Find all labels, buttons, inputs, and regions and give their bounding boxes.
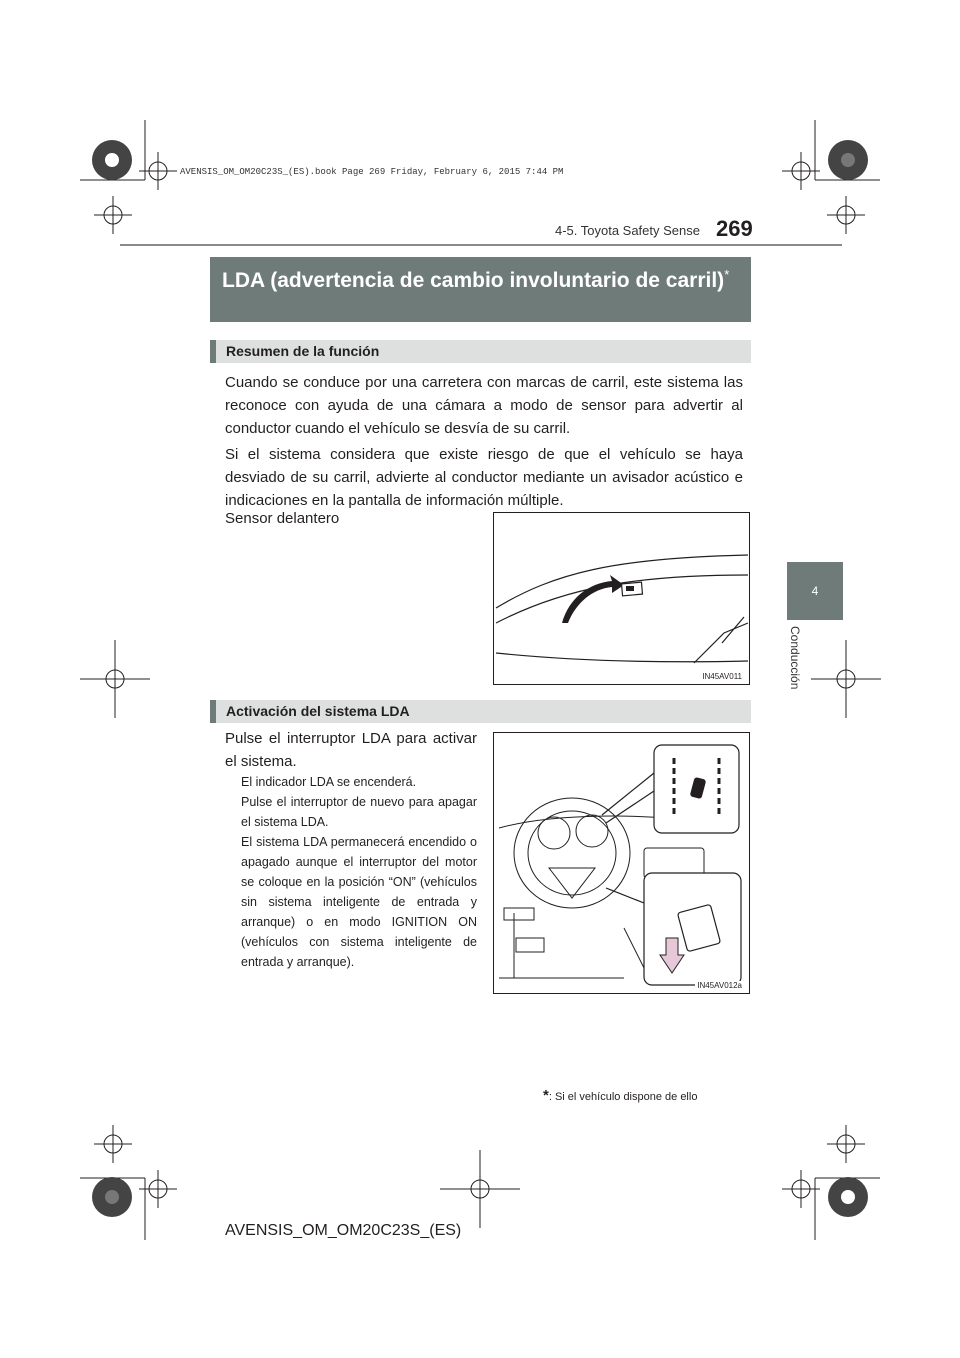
section-title: 4-5. Toyota Safety Sense	[554, 223, 700, 238]
dashboard-illustration	[494, 733, 749, 993]
header-rule	[120, 244, 842, 246]
chapter-number: 4	[811, 584, 819, 598]
page-title-text: LDA (advertencia de cambio involuntario de carril)	[222, 269, 725, 292]
figure-code-2: IN45AV012a	[697, 981, 742, 990]
footnote-symbol: *	[543, 1087, 549, 1104]
activation-note-1: El indicador LDA se encenderá.	[241, 775, 417, 789]
activation-note-3: El sistema LDA permanecerá encendido o apagado aunque el interruptor del motor se coloque en la posición “ON” (vehículos sin sistema inteligente de entrada y arranque) o en modo IGNITION ON (vehículos con sistema inteligente de entrada y arranque).	[241, 835, 477, 969]
page-number: 269	[716, 216, 753, 241]
summary-paragraph-1: Cuando se conduce por una carretera con marcas de carril, este sistema las reconoce con ayuda de una cámara a modo de sensor para advertir al conductor cuando el vehículo se desvía de su carril.	[225, 374, 743, 437]
footnote-text: : Si el vehículo dispone de ello	[548, 1091, 698, 1103]
chapter-label: Conducción	[788, 626, 802, 690]
figure-caption-sensor: Sensor delantero	[225, 510, 340, 527]
subheading-summary: Resumen de la función	[210, 340, 751, 363]
chapter-tab[interactable]	[787, 562, 843, 620]
footer-doc-id: AVENSIS_OM_OM20C23S_(ES)	[225, 1222, 462, 1239]
print-header: AVENSIS_OM_OM20C23S_(ES).book Page 269 Friday, February 6, 2015 7:44 PM	[180, 167, 564, 177]
figure-code-1: IN45AV011	[702, 672, 742, 681]
activation-paragraph: Pulse el interruptor LDA para activar el sistema.	[225, 730, 477, 770]
title-asterisk: *	[724, 267, 730, 282]
activation-note-2: Pulse el interruptor de nuevo para apagar el sistema LDA.	[241, 795, 477, 829]
figure-lda-switch	[493, 732, 750, 994]
footnote	[543, 1087, 697, 1104]
chapter-label-container	[790, 626, 804, 696]
figure-front-sensor	[493, 512, 750, 685]
summary-paragraph-2: Si el sistema considera que existe riesgo de que el vehículo se haya desviado de su carril, advierte al conductor mediante un avisador acústico e indicaciones en la pantalla de información múltiple.	[225, 446, 743, 509]
windshield-illustration	[494, 513, 749, 684]
subheading-activation: Activación del sistema LDA	[210, 700, 751, 723]
page-title	[210, 257, 751, 322]
